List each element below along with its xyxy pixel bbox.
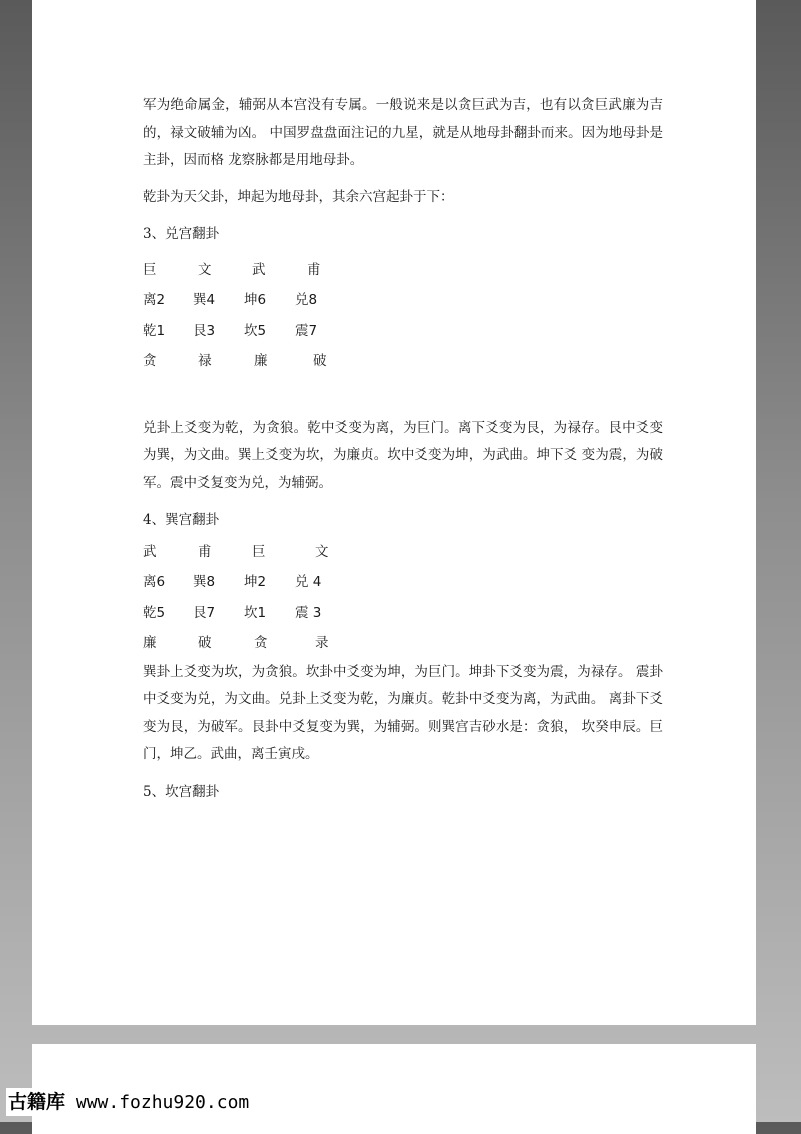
section-heading: 3、兑宫翻卦: [143, 226, 220, 242]
paragraph: 巽卦上爻变为坎，为贪狼。坎卦中爻变为坤，为巨门。坤卦下爻变为震，为禄存。 震卦中爻变为兑，为文曲。兑卦上爻变为乾，为廉贞。乾卦中爻变为离，为武曲。 离卦下爻变为艮，为破军。艮卦中爻复变为巽，为辅弼。则巽宫吉砂水是：贪狼， 坎癸申辰。巨门，坤乙。武曲，离壬寅戌。: [143, 663, 663, 762]
table-cell: 坤2: [244, 574, 267, 591]
table-cell: 乾5: [143, 604, 166, 621]
watermark-cn: 古籍库: [8, 1091, 66, 1113]
table-row: [143, 314, 663, 345]
table-cell: 禄: [198, 353, 212, 370]
table-cell: 坎5: [244, 322, 267, 339]
table-cell: 贪: [254, 635, 268, 652]
table-cell: 震 3: [295, 604, 322, 621]
table-cell: 贪: [143, 353, 157, 370]
table-cell: 艮3: [193, 322, 216, 339]
table-cell: 文: [315, 543, 329, 560]
table-cell: 坎1: [244, 604, 267, 621]
table-cell: 艮7: [193, 604, 216, 621]
trigram-table: [143, 253, 663, 375]
watermark-domain: www.fozhu920.com: [65, 1092, 250, 1113]
table-cell: 震7: [295, 322, 318, 339]
table-cell: 巽4: [193, 292, 216, 309]
table-cell: 兑 4: [295, 574, 322, 591]
section-heading: 5、坎宫翻卦: [143, 783, 220, 800]
table-cell: 甫: [198, 543, 212, 560]
table-cell: 文: [198, 261, 212, 278]
section-heading: 4、巽宫翻卦: [143, 512, 220, 528]
table-row: [143, 253, 663, 284]
table-row: [143, 535, 663, 566]
table-cell: 巨: [252, 543, 266, 560]
table-row: [143, 565, 663, 596]
table-row: [143, 596, 663, 627]
table-cell: 巽8: [193, 574, 216, 591]
paragraph: 兑卦上爻变为乾，为贪狼。乾中爻变为离，为巨门。离下爻变为艮，为禄存。艮中爻变为巽，为文曲。巽上爻变为坎，为廉贞。坎中爻变为坤，为武曲。坤下爻 变为震，为破军。震中爻复变为兑，为辅弼。: [143, 419, 663, 491]
trigram-table: [143, 535, 663, 657]
table-cell: 坤6: [244, 292, 267, 309]
page-content: [143, 92, 663, 806]
table-row: [143, 344, 663, 375]
table-row: [143, 626, 663, 657]
table-cell: 廉: [254, 353, 268, 370]
paragraph: 乾卦为天父卦，坤起为地母卦，其余六宫起卦于下：: [143, 188, 454, 205]
site-watermark: [6, 1088, 251, 1116]
table-cell: 破: [313, 353, 327, 370]
table-cell: 廉: [143, 635, 157, 652]
document-page: [32, 0, 756, 1025]
table-cell: 乾1: [143, 322, 166, 339]
table-cell: 武: [143, 543, 157, 560]
paragraph: 军为绝命属金，辅弼从本宫没有专属。一般说来是以贪巨武为吉，也有以贪巨武廉为吉的，禄文破辅为凶。 中国罗盘盘面注记的九星，就是从地母卦翻卦而来。因为地母卦是主卦，因而格 龙察脉都是用地母卦。: [143, 97, 663, 168]
table-cell: 武: [252, 261, 266, 278]
table-row: [143, 283, 663, 314]
table-cell: 甫: [307, 261, 321, 278]
table-cell: 破: [198, 635, 212, 652]
table-cell: 离6: [143, 574, 166, 591]
table-cell: 离2: [143, 292, 166, 309]
table-cell: 录: [315, 635, 329, 652]
table-cell: 兑8: [295, 292, 318, 309]
table-cell: 巨: [143, 261, 157, 278]
